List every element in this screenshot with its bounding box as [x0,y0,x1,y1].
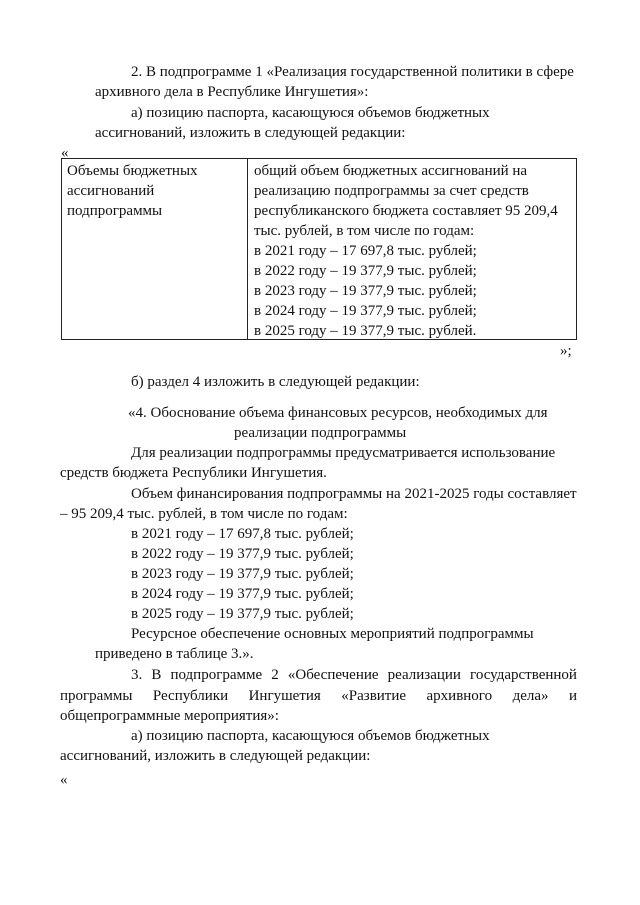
table-right-line: общий объем бюджетных ассигнований на [254,163,528,179]
table-right-line: в 2021 году – 17 697,8 тыс. рублей; [254,243,477,259]
section3-word: архивного [426,688,493,704]
section3-word: дела» [512,688,549,704]
section3-item-a-line2: ассигнований, изложить в следующей редакции: [60,748,371,764]
section3-line1 [131,665,577,685]
section3-word: 3. [131,667,143,683]
table-left-line: ассигнований [67,183,155,199]
table-right-line: в 2025 году – 19 377,9 тыс. рублей. [254,323,477,339]
table-left-line: подпрограммы [67,203,163,219]
open-quote-1: « [61,145,69,161]
section4-title-line2: реализации подпрограммы [234,425,407,441]
section2-item-a-line2: ассигнований, изложить в следующей редакции: [95,125,406,141]
section4-para2-line1: Объем финансирования подпрограммы на 2021-2025 годы составляет [131,486,577,502]
year-line: в 2024 году – 19 377,9 тыс. рублей; [131,586,354,602]
section3-word: «Развитие [341,688,407,704]
table-right-line: в 2023 году – 19 377,9 тыс. рублей; [254,283,477,299]
section3-line2 [60,686,577,706]
section3-line3: общепрограммные мероприятия»: [60,708,279,724]
table-right-cell [254,161,558,341]
section3-word: Ингушетия [248,688,321,704]
section4-para3-line1: Ресурсное обеспечение основных мероприятий подпрограммы [131,626,534,642]
open-quote-2: « [60,772,68,788]
section2-item-a-line1: а) позицию паспорта, касающуюся объемов бюджетных [131,105,490,121]
section3-word: и [568,688,577,704]
table-column-divider [247,159,248,339]
table-left-line: Объемы бюджетных [67,163,198,179]
section4-title-line1: «4. Обоснование объема финансовых ресурсов, необходимых для [128,405,548,421]
section3-item-a-line1: а) позицию паспорта, касающуюся объемов бюджетных [131,728,490,744]
year-line: в 2022 году – 19 377,9 тыс. рублей; [131,546,354,562]
section2-line1: 2. В подпрограмме 1 «Реализация государственной политики в сфере [131,64,574,80]
year-line: в 2021 году – 17 697,8 тыс. рублей; [131,526,354,542]
section4-para1-line2: средств бюджета Республики Ингушетия. [60,465,327,481]
year-line: в 2025 году – 19 377,9 тыс. рублей; [131,606,354,622]
table-right-line: тыс. рублей, в том числе по годам: [254,223,475,239]
table-right-line: республиканского бюджета составляет 95 209,4 [254,203,558,219]
budget-table [61,158,577,340]
table-right-line: в 2022 году – 19 377,9 тыс. рублей; [254,263,477,279]
year-line: в 2023 году – 19 377,9 тыс. рублей; [131,566,354,582]
table-right-line: в 2024 году – 19 377,9 тыс. рублей; [254,303,477,319]
section4-para1-line1: Для реализации подпрограммы предусматривается использование [131,445,556,461]
item-b: б) раздел 4 изложить в следующей редакции: [131,374,420,390]
table-right-line: реализацию подпрограммы за счет средств [254,183,529,199]
section3-word: программы [60,688,133,704]
section4-para3-line2: приведено в таблице 3.». [95,646,254,662]
table-left-cell [67,161,198,221]
section2-line2: архивного дела в Республике Ингушетия»: [95,84,369,100]
close-quote-1: »; [560,343,572,359]
section3-word: «Обеспечение [287,667,379,683]
section4-para2-line2: – 95 209,4 тыс. рублей, в том числе по годам: [60,506,348,522]
section3-word: 2 [271,667,279,683]
section3-word: государственной [470,667,577,683]
section3-word: В [151,667,162,683]
section3-word: реализации [387,667,461,683]
section3-word: подпрограмме [170,667,263,683]
section3-word: Республики [152,688,229,704]
